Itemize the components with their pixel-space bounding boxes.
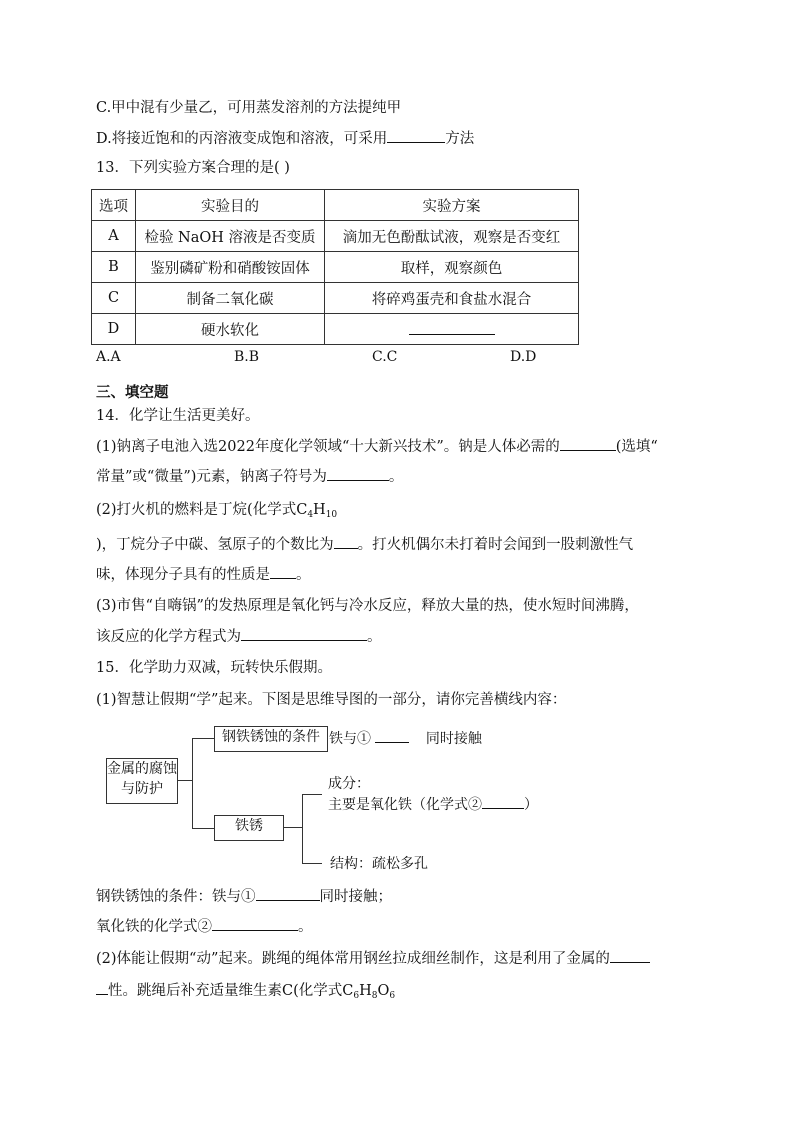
answer-blank[interactable] [560,436,616,451]
choice-c[interactable]: C.C [372,349,398,365]
table-cell: 硬水软化 [136,314,325,345]
q14-part2-line3 [96,564,311,585]
q15-stem: 15．化学助力双减，玩转快乐假期。 [96,660,332,676]
answer-blank[interactable] [334,534,358,549]
q15-part2-line2 [96,980,395,1006]
q14-text: (2)打火机的燃料是丁烷(化学式 [96,502,297,518]
mindmap-text: ） [524,797,538,813]
section-title: 三、填空题 [96,385,169,401]
q15-text: (2)体能让假期“动”起来。跳绳的绳体常用钢丝拉成细丝制作，这是利用了金属的 [96,951,610,967]
q14-text: 。 [367,629,382,645]
formula-element: C [296,502,308,518]
q14-text: )，丁烷分子中碳、氢原子的个数比为 [96,537,334,553]
mindmap-text: 主要是氧化铁（化学式② [328,797,482,813]
q12-option-d-tail: 方法 [445,131,475,147]
q14-stem: 14．化学让生活更美好。 [96,408,260,424]
mindmap-structure-text: 结构：疏松多孔 [330,856,428,872]
q14-part1-line1 [96,436,658,457]
table-cell: 将碎鸡蛋壳和食盐水混合 [325,283,579,314]
answer-blank[interactable] [327,466,389,481]
q14-text: 常量”或“微量”)元素，钠离子符号为 [96,469,327,485]
q12-option-d [96,128,474,149]
answer-blank[interactable] [96,980,108,995]
q12-option-c: C.甲中混有少量乙，可用蒸发溶剂的方法提纯甲 [96,100,402,116]
table-cell: 检验 NaOH 溶液是否变质 [136,221,325,252]
table-header: 实验目的 [136,190,325,221]
q15-text: 钢铁锈蚀的条件：铁与① [96,889,256,905]
formula-subscript: 8 [371,991,378,1001]
mindmap-text: 同时接触 [425,731,482,747]
formula-subscript: 6 [353,991,360,1001]
q15-answer-line2 [96,916,313,937]
q15-part1-line: (1)智慧让假期“学”起来。下图是思维导图的一部分，请你完善横线内容： [96,692,567,708]
mindmap-composition-text [328,794,538,815]
q14-part2-line1 [96,500,337,525]
table-cell: 鉴别磷矿粉和硝酸铵固体 [136,252,325,283]
formula-subscript: 4 [307,510,314,520]
q14-text: (1)钠离子电池入选2022年度化学领域“十大新兴技术”。钠是人体必需的 [96,439,560,455]
choice-b[interactable]: B.B [234,349,260,365]
q15-part2-line1 [96,948,650,969]
table-header: 实验方案 [325,190,579,221]
mindmap-branch-rust: 铁锈 [214,815,284,841]
q14-text: 。 [296,567,311,583]
connector-line [302,794,322,795]
q14-part2-line2 [96,534,633,555]
table-row [92,283,579,314]
answer-blank[interactable] [270,564,296,579]
answer-blank[interactable] [409,320,495,335]
q14-text: (选填“ [615,439,658,455]
q14-text: 。 [388,469,404,485]
mindmap-branch-conditions: 钢铁锈蚀的条件 [214,726,328,752]
table-header: 选项 [92,190,136,221]
chemical-formula [296,502,337,518]
formula-subscript: 6 [389,991,396,1001]
table-row [92,252,579,283]
q14-part1-line2 [96,466,403,487]
formula-element: H [359,983,372,999]
q15-text: 同时接触； [319,889,392,905]
table-cell: 滴加无色酚酞试液，观察是否变红 [325,221,579,252]
mindmap-text: 铁与① [329,731,371,747]
connector-line [192,828,214,829]
connector-line [192,738,214,739]
mindmap-conditions-text [329,728,482,749]
q14-text: 。打火机偶尔未打着时会闻到一股刺激性气 [357,537,634,553]
answer-blank[interactable] [241,626,367,641]
table-header-row [92,190,579,221]
q14-part3-line2 [96,626,382,647]
formula-element: O [377,983,390,999]
connector-line [302,863,322,864]
formula-element: C [342,983,354,999]
answer-blank[interactable] [256,886,320,901]
q15-answer-line1 [96,886,392,907]
q15-text: 。 [298,919,313,935]
table-row [92,221,579,252]
answer-blank[interactable] [212,916,298,931]
table-cell: D [92,314,136,345]
q12-option-d-text: D.将接近饱和的丙溶液变成饱和溶液，可采用 [96,131,388,147]
connector-line [177,780,192,781]
q14-text: 该反应的化学方程式为 [96,629,241,645]
chemical-formula [342,983,395,999]
connector-line [283,827,302,828]
table-cell: 取样，观察颜色 [325,252,579,283]
mindmap-root: 金属的腐蚀与防护 [106,758,178,804]
connector-line [302,794,303,864]
connector-line [192,738,193,829]
answer-blank[interactable] [610,948,650,963]
formula-element: H [313,502,326,518]
q14-part3-line1: (3)市售“自嗨锅”的发热原理是氧化钙与冷水反应，释放大量的热，使水短时间沸腾， [96,598,639,614]
table-row [92,314,579,345]
table-cell: B [92,252,136,283]
table-cell: A [92,221,136,252]
formula-subscript: 10 [325,510,338,520]
choice-a[interactable]: A.A [96,349,121,365]
mindmap-composition-label: 成分： [328,776,370,792]
answer-blank[interactable] [375,728,409,743]
q13-options-table [91,189,579,345]
q13-stem: 13．下列实验方案合理的是( ) [96,160,290,176]
table-cell: 制备二氧化碳 [136,283,325,314]
answer-blank[interactable] [482,794,524,809]
answer-blank[interactable] [387,128,445,143]
choice-d[interactable]: D.D [510,349,537,365]
q15-text: 性。跳绳后补充适量维生素C(化学式 [108,983,343,999]
table-cell [325,314,579,345]
q15-text: 氧化铁的化学式② [96,919,212,935]
table-cell: C [92,283,136,314]
q14-text: 味，体现分子具有的性质是 [96,567,270,583]
